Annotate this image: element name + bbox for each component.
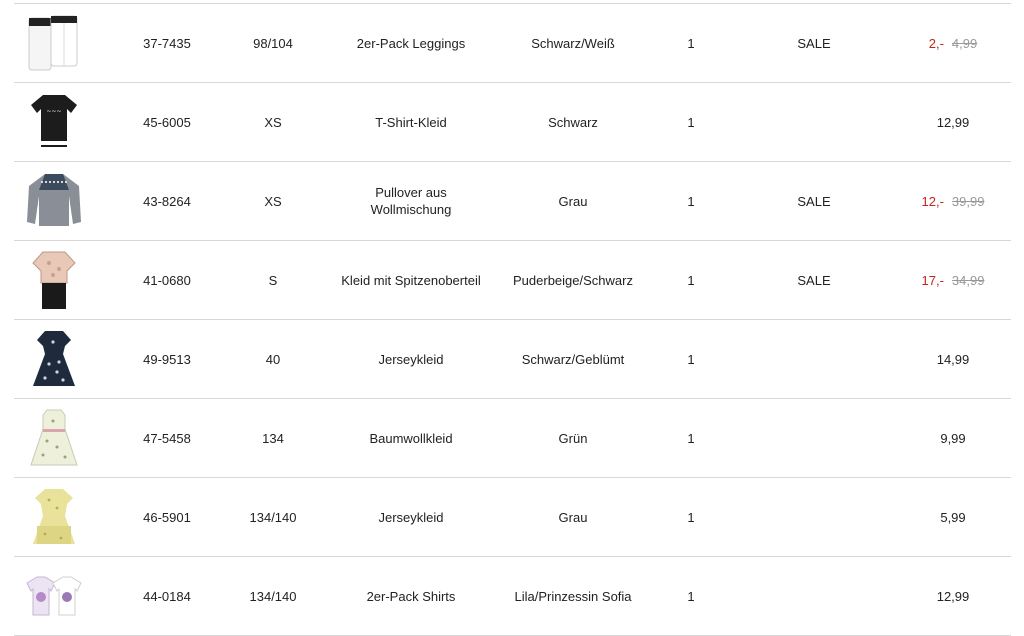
cotton-dress-image [23, 407, 85, 469]
original-price: 39,99 [951, 193, 985, 209]
article-number: 43-8264 [143, 193, 191, 209]
sale-badge [774, 320, 854, 398]
table-row[interactable] [14, 241, 1011, 320]
original-price: 4,99 [951, 35, 978, 51]
table-row[interactable] [14, 320, 1011, 399]
product-thumbnail[interactable] [14, 241, 94, 319]
lace-dress-image [23, 249, 85, 311]
regular-price: 12,99 [936, 114, 970, 130]
color: Grau [558, 509, 588, 525]
leggings-image [23, 12, 85, 74]
color: Schwarz [548, 114, 598, 130]
color: Schwarz/Weiß [531, 35, 615, 51]
quantity: 1 [687, 509, 695, 525]
sale-price: 12,- [921, 193, 944, 209]
sale-badge: SALE [797, 193, 831, 209]
sale-badge: SALE [797, 272, 831, 288]
product-name[interactable] [322, 162, 500, 240]
product-name[interactable]: 2er-Pack Leggings [356, 35, 466, 51]
shirts-pack-image [23, 565, 85, 627]
table-row[interactable] [14, 162, 1011, 241]
product-thumbnail[interactable] [14, 557, 94, 635]
price [898, 241, 1008, 319]
table-row[interactable] [14, 83, 1011, 162]
sale-badge [774, 478, 854, 556]
regular-price: 12,99 [936, 588, 970, 604]
product-name[interactable]: Jerseykleid [378, 509, 444, 525]
product-thumbnail[interactable] [14, 399, 94, 477]
article-number: 45-6005 [143, 114, 191, 130]
color: Puderbeige/Schwarz [513, 272, 633, 288]
color: Grau [558, 193, 588, 209]
color: Lila/Prinzessin Sofia [514, 588, 632, 604]
regular-price: 9,99 [940, 430, 966, 446]
size: S [268, 272, 278, 288]
price [898, 4, 1008, 82]
product-name[interactable]: 2er-Pack Shirts [366, 588, 456, 604]
product-thumbnail[interactable] [14, 320, 94, 398]
product-name[interactable]: T-Shirt-Kleid [375, 114, 447, 130]
table-row[interactable] [14, 557, 1011, 636]
size: 134 [262, 430, 284, 446]
sale-price: 17,- [921, 272, 944, 288]
regular-price: 14,99 [936, 351, 970, 367]
product-name[interactable]: Baumwollkleid [369, 430, 453, 446]
floral-jersey-dress-image [23, 328, 85, 390]
quantity: 1 [687, 272, 695, 288]
article-number: 47-5458 [143, 430, 191, 446]
price [898, 320, 1008, 398]
sale-badge: SALE [797, 35, 831, 51]
table-row[interactable] [14, 4, 1011, 83]
size: 134/140 [249, 509, 297, 525]
quantity: 1 [687, 35, 695, 51]
product-name[interactable]: Kleid mit Spitzenoberteil [341, 272, 481, 288]
size: 98/104 [253, 35, 293, 51]
quantity: 1 [687, 430, 695, 446]
sale-badge [774, 399, 854, 477]
wool-sweater-image [23, 170, 85, 232]
article-number: 44-0184 [143, 588, 191, 604]
price [898, 162, 1008, 240]
product-thumbnail[interactable] [14, 162, 94, 240]
article-number: 41-0680 [143, 272, 191, 288]
sale-badge [774, 557, 854, 635]
price [898, 478, 1008, 556]
size: XS [264, 114, 282, 130]
quantity: 1 [687, 114, 695, 130]
price [898, 399, 1008, 477]
svg-text:~~~: ~~~ [46, 108, 62, 115]
product-name[interactable]: Jerseykleid [378, 351, 444, 367]
price [898, 83, 1008, 161]
regular-price: 5,99 [940, 509, 966, 525]
tshirt-dress-image [23, 91, 85, 153]
sale-badge [774, 83, 854, 161]
color: Schwarz/Geblümt [521, 351, 625, 367]
article-number: 37-7435 [143, 35, 191, 51]
table-row[interactable] [14, 478, 1011, 557]
order-items-table [14, 3, 1011, 636]
product-name-text: Pullover aus Wollmischung [370, 185, 452, 217]
table-row[interactable] [14, 399, 1011, 478]
quantity: 1 [687, 588, 695, 604]
original-price: 34,99 [951, 272, 985, 288]
size: 134/140 [249, 588, 297, 604]
quantity: 1 [687, 351, 695, 367]
product-thumbnail[interactable] [14, 4, 94, 82]
price [898, 557, 1008, 635]
size: 40 [265, 351, 281, 367]
product-thumbnail[interactable] [14, 83, 94, 161]
color: Grün [558, 430, 588, 446]
yellow-jersey-dress-image [23, 486, 85, 548]
sale-price: 2,- [928, 35, 944, 51]
product-thumbnail[interactable] [14, 478, 94, 556]
article-number: 49-9513 [143, 351, 191, 367]
size: XS [264, 193, 282, 209]
article-number: 46-5901 [143, 509, 191, 525]
quantity: 1 [687, 193, 695, 209]
